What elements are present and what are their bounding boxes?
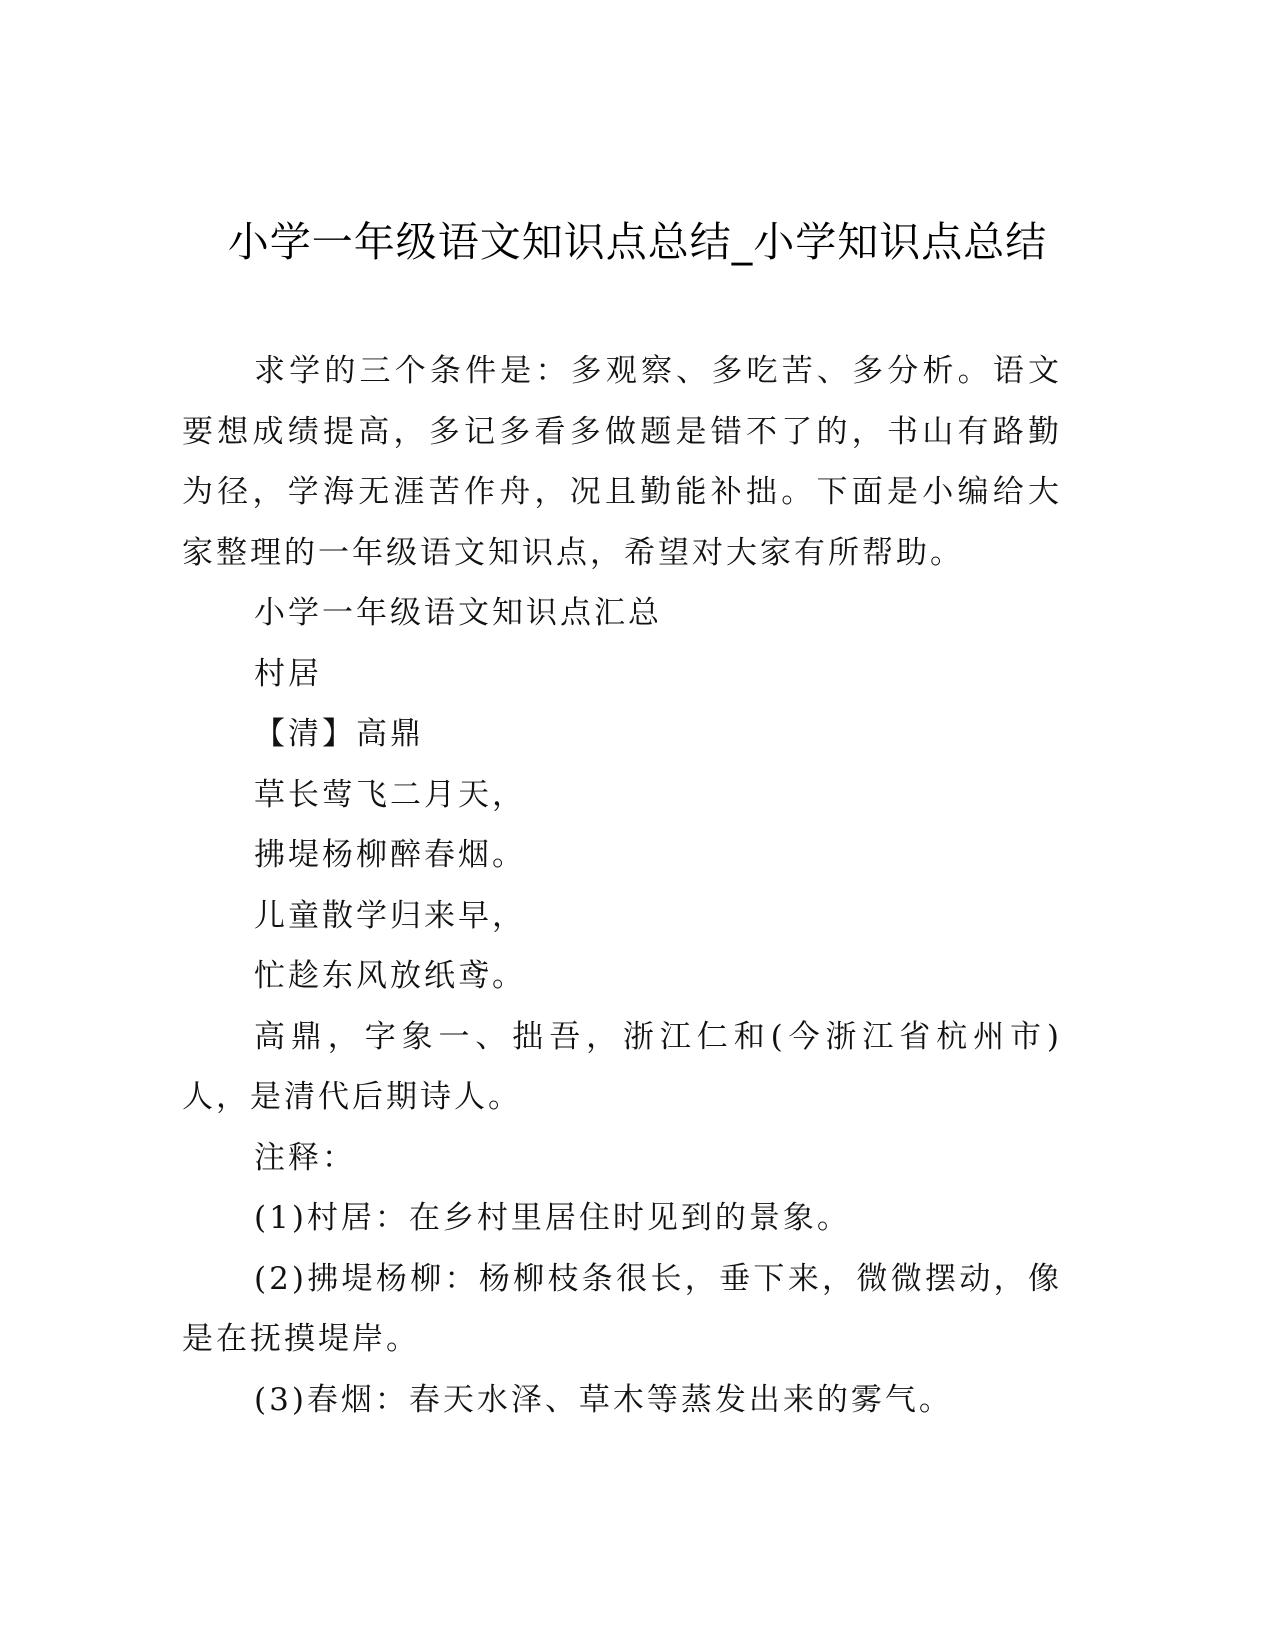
poem-line: 忙趁东风放纸鸢。 xyxy=(254,958,526,994)
poem-line: 草长莺飞二月天， xyxy=(254,776,526,813)
poem-line: 拂堤杨柳醉春烟。 xyxy=(254,837,526,873)
note-item: (3)春烟：春天水泽、草木等蒸发出来的雾气。 xyxy=(254,1381,953,1418)
note-item: (2)拂堤杨柳：杨柳枝条很长，垂下来，微微摆动，像是在抚摸堤岸。 xyxy=(182,1260,1062,1357)
notes-heading: 注释： xyxy=(254,1139,356,1176)
author-bio-paragraph: 高鼎，字象一、拙吾，浙江仁和(今浙江省杭州市)人，是清代后期诗人。 xyxy=(182,1018,1062,1115)
note-item: (1)村居：在乡村里居住时见到的景象。 xyxy=(254,1200,851,1236)
document-body xyxy=(182,341,1062,1430)
poem-line: 儿童散学归来早， xyxy=(254,897,526,934)
intro-paragraph: 求学的三个条件是：多观察、多吃苦、多分析。语文要想成绩提高，多记多看多做题是错不了的，书山有路勤为径，学海无涯苦作舟，况且勤能补拙。下面是小编给大家整理的一年级语文知识点，希望对大家有所帮助。 xyxy=(182,353,1062,571)
poem-title: 村居 xyxy=(254,655,322,692)
section-heading: 小学一年级语文知识点汇总 xyxy=(254,595,662,631)
document-title: 小学一年级语文知识点总结_小学知识点总结 xyxy=(227,218,1048,266)
poem-author: 【清】高鼎 xyxy=(254,716,424,752)
